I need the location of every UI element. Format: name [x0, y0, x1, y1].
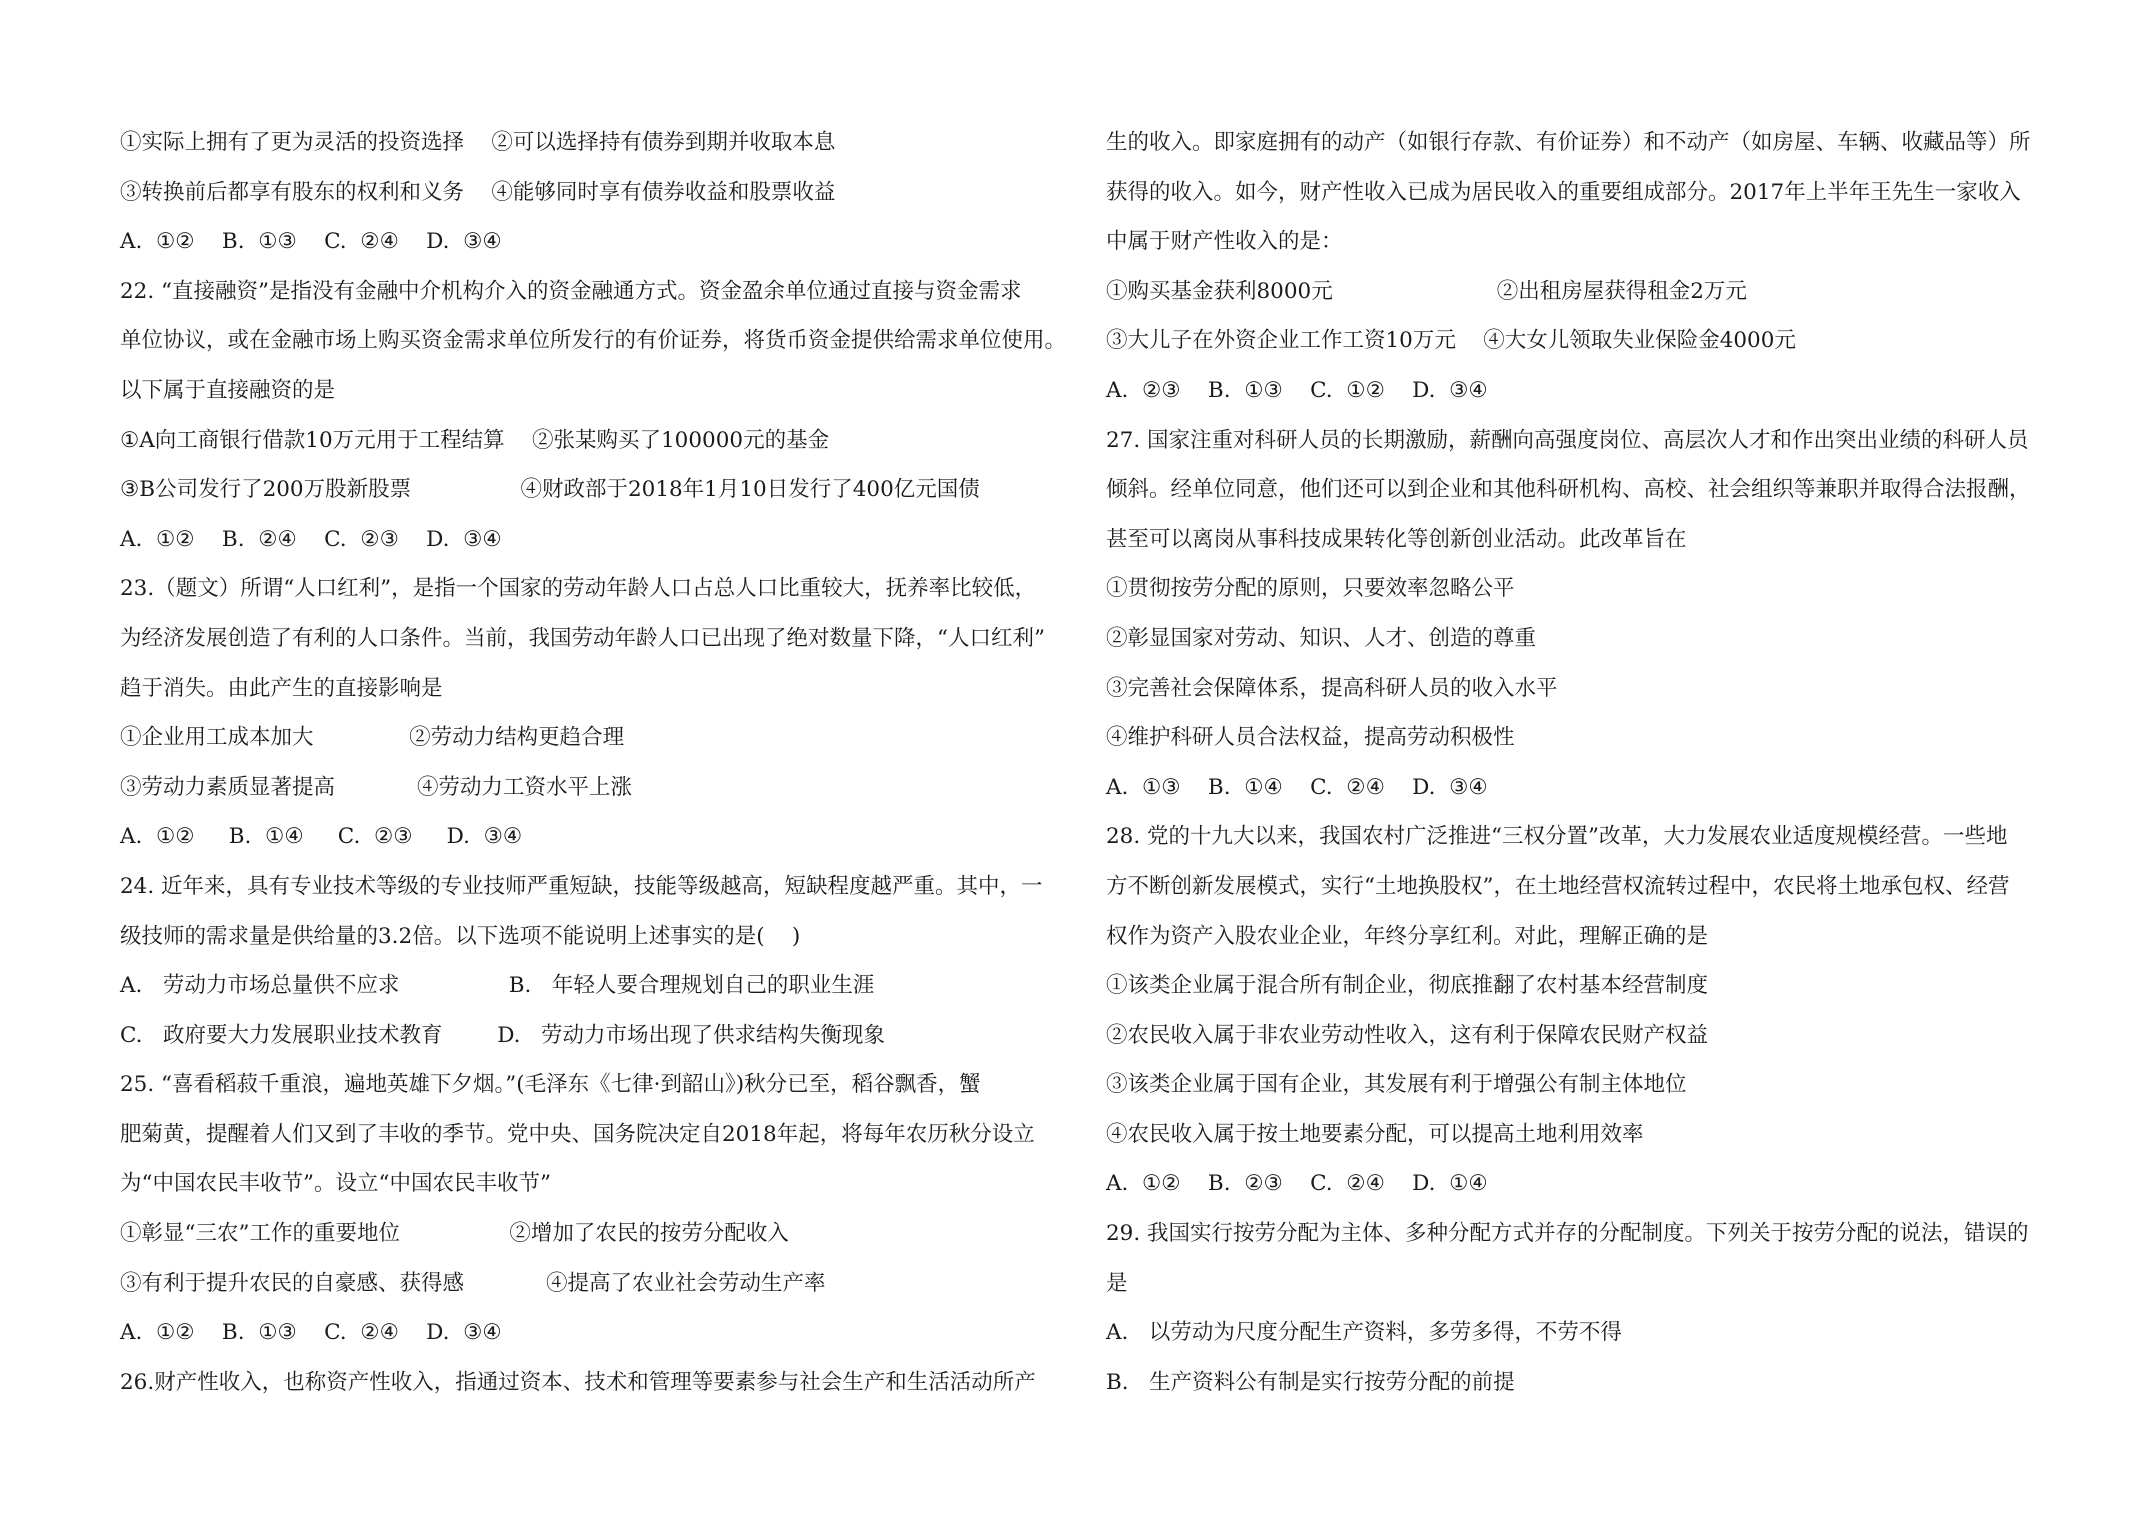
text-line: 肥菊黄，提醒着人们又到了丰收的季节。党中央、国务院决定自2018年起，将每年农历秋分设立 — [120, 1121, 1035, 1147]
text-line: 是 — [1106, 1270, 1128, 1296]
text-line: A. 以劳动为尺度分配生产资料，多劳多得，不劳不得 — [1106, 1320, 1622, 1346]
text-line: ①购买基金获利8000元 ②出租房屋获得租金2万元 — [1106, 278, 1747, 304]
question-22: 22. “直接融资”是指没有金融中介机构介入的资金融通方式。资金盈余单位通过直接与资金需求 — [120, 278, 1022, 304]
text-line: ①贯彻按劳分配的原则，只要效率忽略公平 — [1106, 576, 1515, 602]
question-28: 28. 党的十九大以来，我国农村广泛推进“三权分置”改革，大力发展农业适度规模经营。一些地 — [1106, 824, 2008, 850]
question-23: 23.（题文）所谓“人口红利”，是指一个国家的劳动年龄人口占总人口比重较大，抚养率比较低， — [120, 576, 1037, 602]
text-line: ③大儿子在外资企业工作工资10万元 ④大女儿领取失业保险金4000元 — [1106, 328, 1796, 354]
text-line: 单位协议，或在金融市场上购买资金需求单位所发行的有价证券，将货币资金提供给需求单位使用。 — [120, 328, 1067, 354]
text-line: ①该类企业属于混合所有制企业，彻底推翻了农村基本经营制度 — [1106, 973, 1709, 999]
text-line: C. 政府要大力发展职业技术教育 D. 劳动力市场出现了供求结构失衡现象 — [120, 1022, 886, 1048]
text-line: ②彰显国家对劳动、知识、人才、创造的尊重 — [1106, 625, 1537, 651]
text-line: 以下属于直接融资的是 — [120, 377, 336, 403]
text-line: ④农民收入属于按土地要素分配，可以提高土地利用效率 — [1106, 1121, 1644, 1147]
answer-options: A. ①② B. ②③ C. ②④ D. ①④ — [1106, 1171, 1488, 1197]
text-line: ①实际上拥有了更为灵活的投资选择 ②可以选择持有债券到期并收取本息 — [120, 130, 836, 155]
text-line: 中属于财产性收入的是： — [1106, 229, 1343, 255]
text-line: ③完善社会保障体系，提高科研人员的收入水平 — [1106, 675, 1558, 701]
text-line: ①彰显“三农”工作的重要地位 ②增加了农民的按劳分配收入 — [120, 1221, 789, 1247]
text-line: 级技师的需求量是供给量的3.2倍。以下选项不能说明上述事实的是( ) — [120, 923, 801, 949]
text-line: ③该类企业属于国有企业，其发展有利于增强公有制主体地位 — [1106, 1072, 1687, 1098]
text-line: 获得的收入。如今，财产性收入已成为居民收入的重要组成部分。2017年上半年王先生一家收入 — [1106, 179, 2021, 205]
question-24: 24. 近年来，具有专业技术等级的专业技师严重短缺，技能等级越高，短缺程度越严重。其中，一 — [120, 873, 1043, 899]
text-line: ④维护科研人员合法权益，提高劳动积极性 — [1106, 725, 1515, 751]
text-line: 生的收入。即家庭拥有的动产（如银行存款、有价证券）和不动产（如房屋、车辆、收藏品等）所 — [1106, 130, 2031, 155]
answer-options: A. ①② B. ①③ C. ②④ D. ③④ — [120, 1320, 502, 1346]
text-line: A. 劳动力市场总量供不应求 B. 年轻人要合理规划自己的职业生涯 — [120, 973, 875, 999]
question-27: 27. 国家注重对科研人员的长期激励，薪酬向高强度岗位、高层次人才和作出突出业绩的科研人员 — [1106, 427, 2029, 453]
answer-options: A. ①② B. ①③ C. ②④ D. ③④ — [120, 229, 502, 255]
text-line: 权作为资产入股农业企业，年终分享红利。对此，理解正确的是 — [1106, 923, 1709, 949]
text-line: 为“中国农民丰收节”。设立“中国农民丰收节” — [120, 1171, 551, 1197]
text-line: 甚至可以离岗从事科技成果转化等创新创业活动。此改革旨在 — [1106, 526, 1687, 552]
text-line: ③有利于提升农民的自豪感、获得感 ④提高了农业社会劳动生产率 — [120, 1270, 826, 1296]
text-line: 为经济发展创造了有利的人口条件。当前，我国劳动年龄人口已出现了绝对数量下降，“人口红利” — [120, 625, 1045, 651]
text-line: 方不断创新发展模式，实行“土地换股权”，在土地经营权流转过程中，农民将土地承包权、经营 — [1106, 873, 2010, 899]
question-26: 26.财产性收入，也称资产性收入，指通过资本、技术和管理等要素参与社会生产和生活活动所产 — [120, 1369, 1036, 1395]
right-column — [1106, 118, 2046, 1407]
answer-options: A. ②③ B. ①③ C. ①② D. ③④ — [1106, 377, 1488, 403]
answer-options: A. ①③ B. ①④ C. ②④ D. ③④ — [1106, 774, 1488, 800]
question-29: 29. 我国实行按劳分配为主体、多种分配方式并存的分配制度。下列关于按劳分配的说法，错误的 — [1106, 1221, 2029, 1247]
text-line: ①企业用工成本加大 ②劳动力结构更趋合理 — [120, 725, 625, 751]
question-25: 25. “喜看稻菽千重浪，遍地英雄下夕烟。”(毛泽东《七律·到韶山》)秋分已至，稻谷飘香，蟹 — [120, 1072, 981, 1098]
text-line: ③劳动力素质显著提高 ④劳动力工资水平上涨 — [120, 774, 633, 800]
text-line: 趋于消失。由此产生的直接影响是 — [120, 675, 443, 701]
text-line: B. 生产资料公有制是实行按劳分配的前提 — [1106, 1369, 1515, 1395]
text-line: ①A向工商银行借款10万元用于工程结算 ②张某购买了100000元的基金 — [120, 427, 830, 453]
answer-options: A. ①② B. ①④ C. ②③ D. ③④ — [120, 824, 523, 850]
answer-options: A. ①② B. ②④ C. ②③ D. ③④ — [120, 526, 502, 552]
text-line: ③B公司发行了200万股新股票 ④财政部于2018年1月10日发行了400亿元国债 — [120, 477, 980, 503]
text-line: 倾斜。经单位同意，他们还可以到企业和其他科研机构、高校、社会组织等兼职并取得合法报酬， — [1106, 477, 2031, 503]
text-line: ③转换前后都享有股东的权利和义务 ④能够同时享有债券收益和股票收益 — [120, 179, 836, 205]
text-line: ②农民收入属于非农业劳动性收入，这有利于保障农民财产权益 — [1106, 1022, 1709, 1048]
left-column — [120, 118, 1067, 1407]
